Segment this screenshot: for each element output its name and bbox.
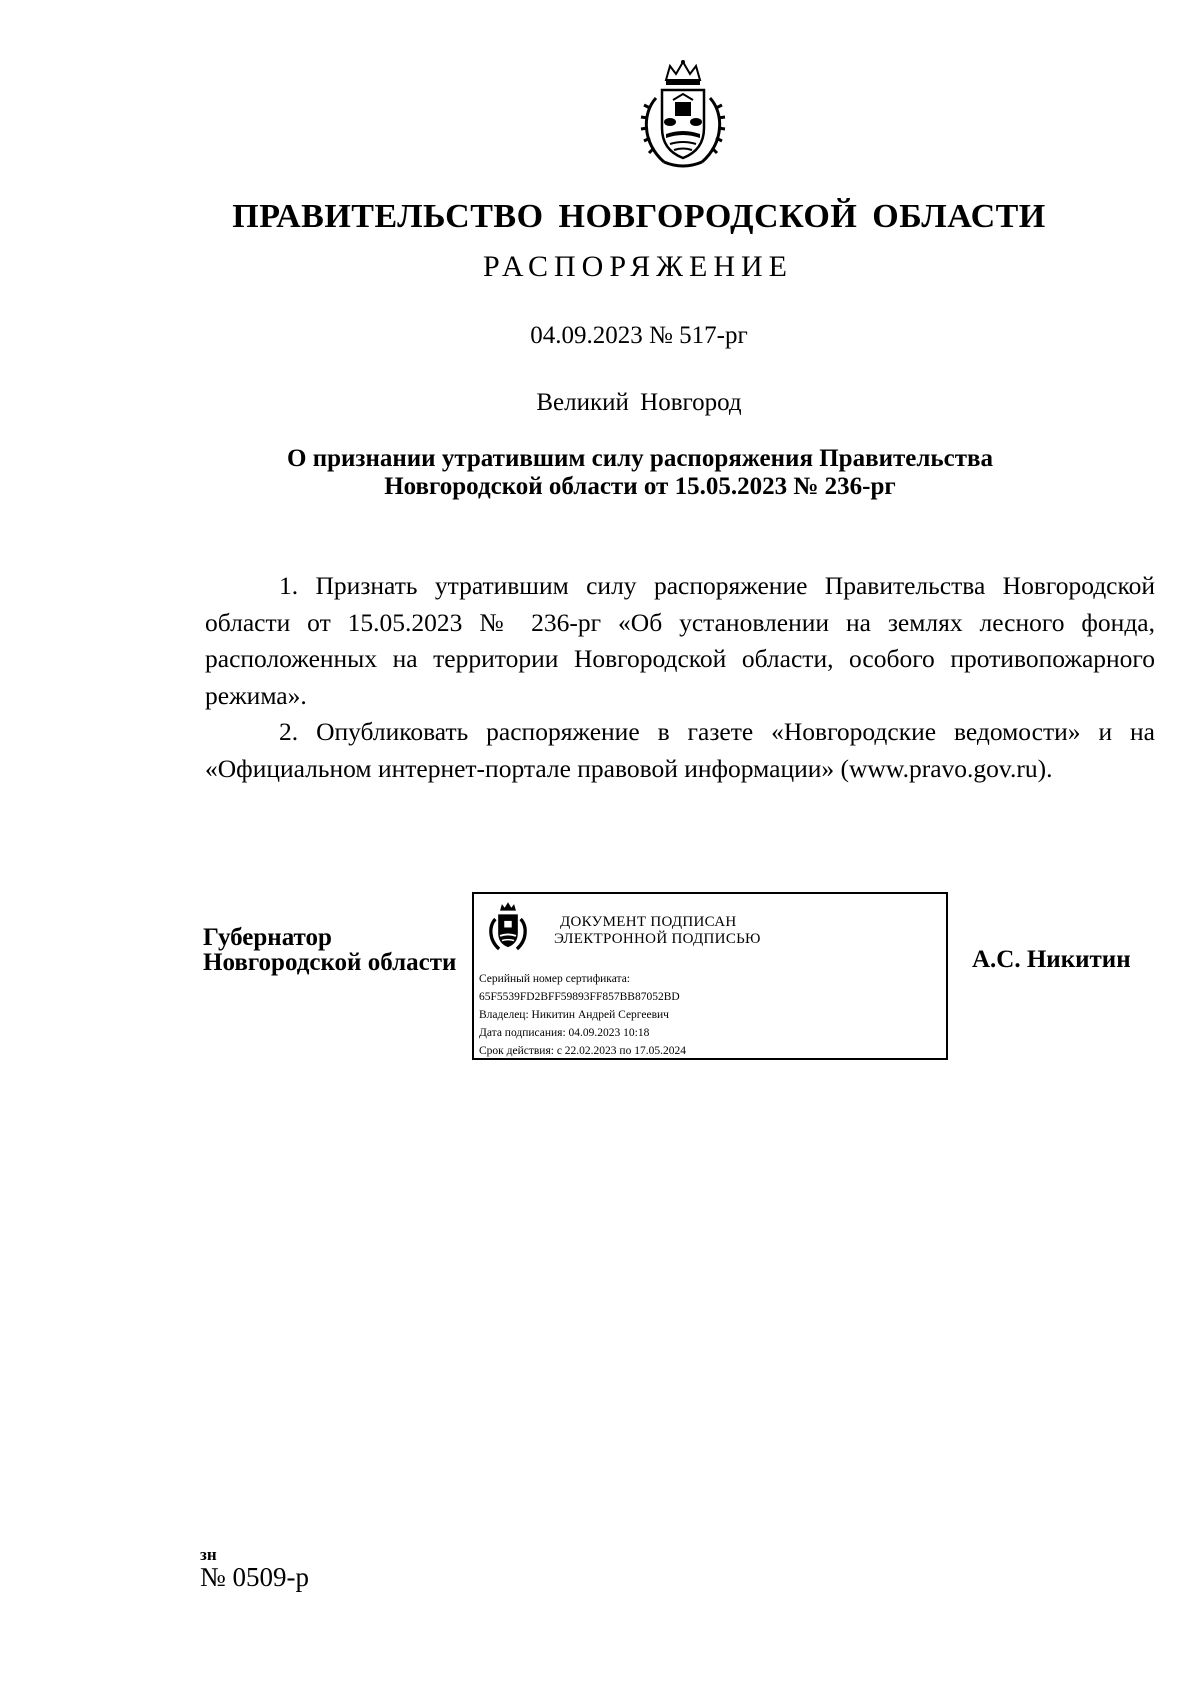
signatory-position xyxy=(203,925,456,975)
signatory-name: А.С. Никитин xyxy=(972,946,1131,973)
document-type: РАСПОРЯЖЕНИЕ xyxy=(482,250,794,283)
position-line-2: Новгородской области xyxy=(203,949,457,976)
subject-line-2: Новгородской области от 15.05.2023 № 236-рг xyxy=(384,473,896,500)
esign-title-line-2: ЭЛЕКТРОННОЙ ПОДПИСЬЮ xyxy=(554,931,761,947)
subject-line-1: О признании утратившим силу распоряжения Правительства xyxy=(287,445,993,472)
footer-number: № 0509-р xyxy=(200,1562,310,1592)
body-paragraph-2: 2. Опубликовать распоряжение в газете «Новгородские ведомости» и на «Официальном интернет-портале правовой информации» (www.pravo.gov.ru). xyxy=(205,717,1155,783)
novgorod-coat-of-arms-icon xyxy=(486,900,530,954)
esign-title xyxy=(554,914,761,948)
electronic-signature-stamp xyxy=(472,892,948,1060)
esign-serial-value: 65F5539FD2BFF59893FF857BB87052BD xyxy=(479,991,680,1003)
body-paragraph-1: 1. Признать утратившим силу распоряжение Правительства Новгородской области от 15.05.2023 № 236-рг «Об установлении на землях лесного фонда, расположенных на территории Новгородской области, особого противопожарного режима». xyxy=(205,571,1155,710)
esign-validity: Срок действия: с 22.02.2023 по 17.05.2024 xyxy=(479,1045,686,1057)
esign-title-line-1: ДОКУМЕНТ ПОДПИСАН xyxy=(560,914,737,930)
document-body xyxy=(205,568,1155,787)
esign-signed-date: Дата подписания: 04.09.2023 10:18 xyxy=(479,1027,650,1039)
esign-serial-label: Серийный номер сертификата: xyxy=(479,973,630,985)
document-subject xyxy=(0,445,1200,501)
esign-details xyxy=(479,970,686,1060)
position-line-1: Губернатор xyxy=(203,924,332,951)
document-date-number: 04.09.2023 № 517-рг xyxy=(530,322,748,349)
esign-owner: Владелец: Никитин Андрей Сергеевич xyxy=(479,1009,669,1021)
government-title: ПРАВИТЕЛЬСТВО НОВГОРОДСКОЙ ОБЛАСТИ xyxy=(232,198,1046,235)
footer-code: зн xyxy=(200,1545,217,1564)
document-place: Великий Новгород xyxy=(536,389,742,416)
novgorod-coat-of-arms-icon xyxy=(636,58,730,172)
